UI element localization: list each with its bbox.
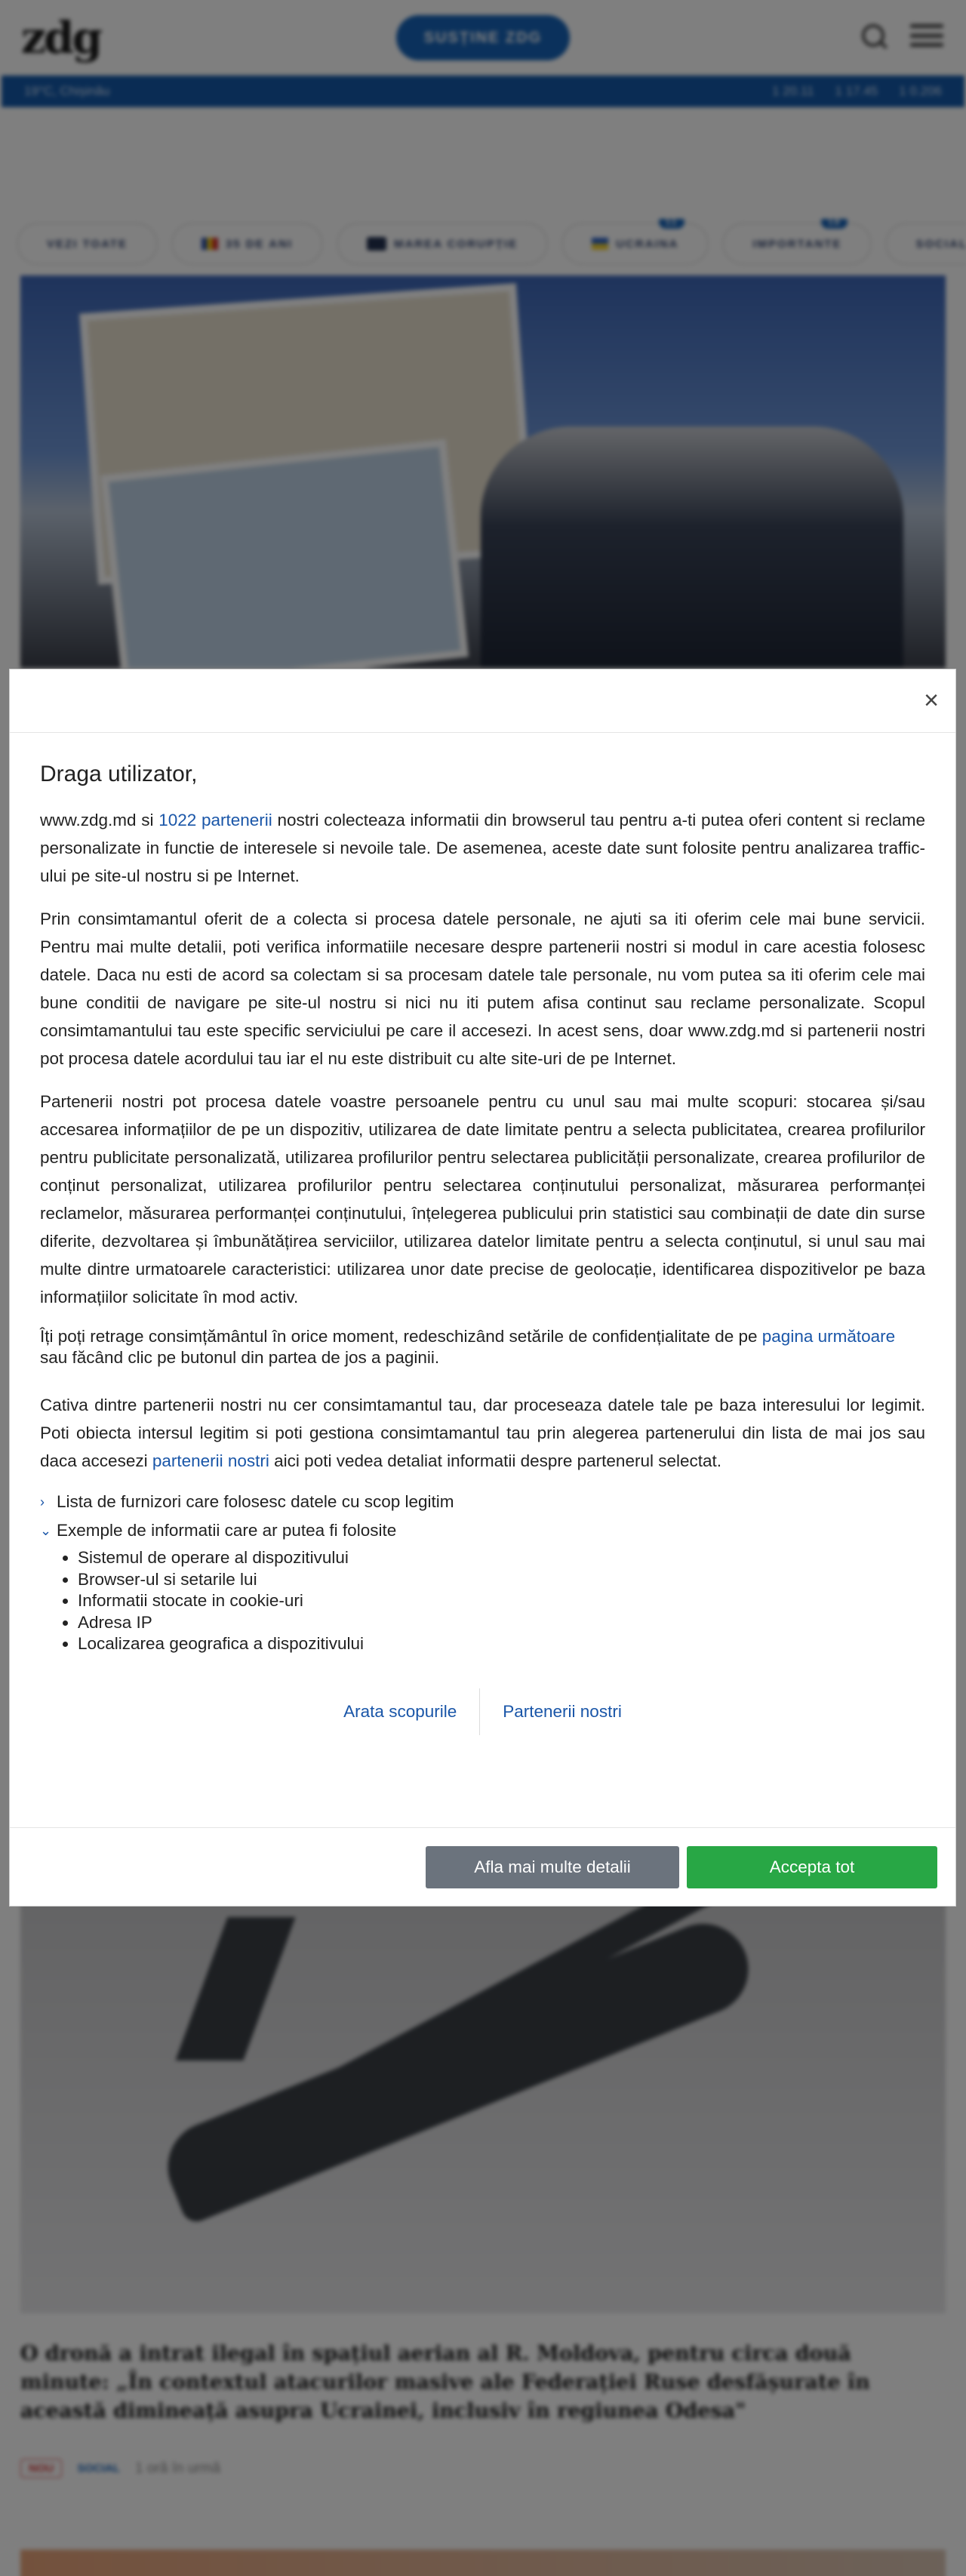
next-page-link[interactable]: pagina următoare <box>761 1327 896 1346</box>
partners-count-link[interactable]: 1022 partenerii <box>158 811 272 829</box>
examples-list <box>40 1547 925 1655</box>
list-item: • Browser-ul si setarile lui <box>78 1569 925 1591</box>
our-partners-link[interactable]: partenerii nostri <box>152 1451 269 1470</box>
dialog-header <box>10 669 955 733</box>
partners-link[interactable]: Partenerii nostri <box>503 1701 622 1721</box>
accept-all-button[interactable]: Accepta tot <box>687 1846 937 1888</box>
list-item: • Informatii stocate in cookie-uri <box>78 1590 925 1612</box>
dialog-heading: Draga utilizator, <box>40 762 198 786</box>
close-icon[interactable]: × <box>924 686 939 715</box>
intro-paragraph: www.zdg.md si 1022 partenerii nostri colecteaza informatii din browserul tau pentru a-ti putea oferi content si reclame personalizate in functie de interesele si nevoile tale. De asemenea, aceste date sunt folosite pentru analizarea traffic-ului pe site-ul nostru si pe Internet. <box>40 811 925 885</box>
dialog-links <box>40 1688 925 1735</box>
list-item: • Adresa IP <box>78 1612 925 1634</box>
dialog-footer <box>10 1827 955 1906</box>
consent-paragraph: Prin consimtamantul oferit de a colecta si procesa datele personale, ne ajuti sa iti oferim cele mai bune servicii. Pentru mai multe detalii, poti verifica informatiile necesare despre partenerii nostri si modul in care acestia folosesc datele. Daca nu esti de acord sa colectam si sa procesam datele tale personale, nu vom putea sa iti oferim cele mai bune conditii de navigare pe site-ul nostru si nici nu iti putem afisa continut sau reclame personalizate. Scopul consimtamantului tau este specific serviciului pe care il accesezi. In acest sens, doar www.zdg.md si partenerii nostri pot procesa datele acordului tau iar el nu este distribuit cu alte site-uri de pe Internet. <box>40 909 925 1068</box>
more-details-button[interactable]: Afla mai multe detalii <box>426 1846 679 1888</box>
withdraw-paragraph: Îți poți retrage consimțământul în orice moment, redeschizând setările de confidențialitate de pe pagina următoare sau făcând clic pe butonul din partea de jos a paginii. <box>40 1327 896 1367</box>
show-purposes-link[interactable]: Arata scopurile <box>343 1701 457 1721</box>
consent-dialog <box>9 669 956 1907</box>
list-item: • Localizarea geografica a dispozitivului <box>78 1633 925 1655</box>
list-item: • Sistemul de operare al dispozitivului <box>78 1547 925 1569</box>
legitimate-interest-paragraph: Cativa dintre partenerii nostri nu cer consimtamantul tau, dar proceseaza datele tale pe baza interesului lor legimit. Poti obiecta intersul legitim si poti gestiona consimtamantul tau prin alegerea partenerului din lista de mai jos sau daca accesezi partenerii nostri aici poti vedea detaliat informatii despre partenerul selectat. <box>40 1396 925 1470</box>
chevron-down-icon: ⌄ <box>40 1523 52 1538</box>
purposes-paragraph: Partenerii nostri pot procesa datele voastre persoanele pentru cu unul sau mai multe scopuri: stocarea și/sau accesarea informațiilor de pe un dispozitiv, utilizarea de date limitate pentru a selecta publicitatea, crearea profilurilor pentru publicitate personalizată, utilizarea profilurilor pentru selectarea publicității personalizate, crearea profilurilor de conținut personalizat, utilizarea profilurilor pentru selectarea conținutului personalizat, măsurarea performanței reclamelor, măsurarea performanței conținutului, înțelegerea publicului prin statistici sau combinații de date din surse diferite, dezvoltarea și îmbunătățirea serviciilor, utilizarea datelor limitate pentru a selecta conținutul, si unul sau mai multe dintre urmatoarele caracteristici: utilizarea unor date precise de geolocație, identificarea dispozitivelor pe baza informațiilor solicitate în mod activ. <box>40 1092 925 1306</box>
chevron-right-icon: › <box>40 1494 45 1510</box>
examples-expander[interactable]: ⌄ Exemple de informatii care ar putea fi folosite <box>40 1519 925 1543</box>
vendors-expander[interactable]: › Lista de furnizori care folosesc datele cu scop legitim <box>40 1490 925 1514</box>
dialog-body <box>10 733 955 1735</box>
